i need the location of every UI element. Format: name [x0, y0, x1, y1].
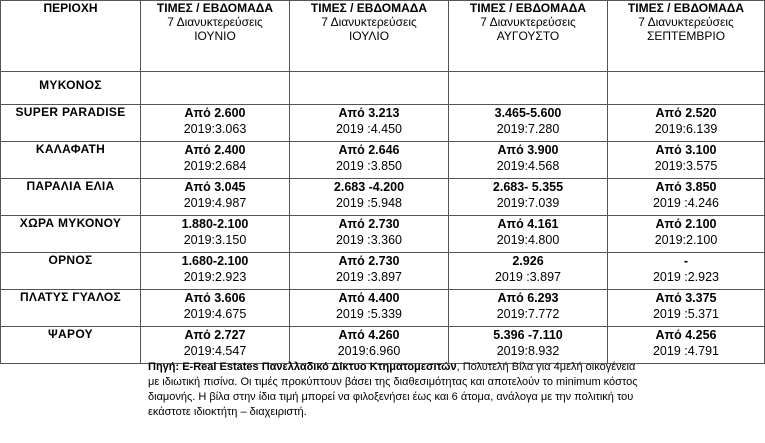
- column-header-month: ΑΥΓΟΥΣΤΟ: [496, 29, 560, 43]
- price-value: Από 3.045: [184, 180, 246, 194]
- region-name: ΠΛΑΤΥΣ ΓΥΑΛΟΣ: [1, 290, 141, 327]
- column-header-line2: 7 Διανυκτερεύσεις: [480, 15, 576, 29]
- prev-year-value: 2019 :3.360: [335, 233, 403, 247]
- table-row: [1, 142, 765, 179]
- group-label: ΜΥΚΟΝΟΣ: [1, 72, 141, 105]
- prev-year-value: 2019:2.684: [183, 159, 247, 173]
- empty-cell: [608, 72, 765, 105]
- price-value: Από 3.375: [655, 291, 717, 305]
- empty-cell: [449, 72, 608, 105]
- price-cell: [608, 142, 765, 179]
- price-value: Από 4.161: [497, 217, 559, 231]
- price-value: Από 2.600: [184, 106, 246, 120]
- region-name: SUPER PARADISE: [1, 105, 141, 142]
- price-value: Από 2.646: [338, 143, 400, 157]
- prev-year-value: 2019:4.568: [496, 159, 560, 173]
- column-header-month: ΙΟΥΝΙΟ: [194, 29, 236, 43]
- price-value: 5.396 -7.110: [493, 328, 563, 342]
- price-cell: [449, 105, 608, 142]
- empty-cell: [141, 72, 290, 105]
- prev-year-value: 2019:8.932: [496, 344, 560, 358]
- price-value: Από 2.400: [184, 143, 246, 157]
- prev-year-value: 2019 :4.246: [652, 196, 720, 210]
- price-cell: [141, 290, 290, 327]
- column-header-line2: 7 Διανυκτερεύσεις: [167, 15, 263, 29]
- price-value: Από 4.400: [338, 291, 400, 305]
- table-row: [1, 179, 765, 216]
- source-label: Πηγή: E-Real Estates Πανελλαδικό Δίκτυο Κτηματομεσιτών: [148, 361, 457, 373]
- price-cell: [290, 290, 449, 327]
- price-cell: [290, 216, 449, 253]
- prev-year-value: 2019 :5.339: [335, 307, 403, 321]
- price-cell: [141, 179, 290, 216]
- column-header-line1: ΤΙΜΕΣ / ΕΒΔΟΜΑΔΑ: [156, 1, 274, 15]
- column-header-july: [290, 1, 449, 72]
- prev-year-value: 2019 :4.791: [652, 344, 720, 358]
- prev-year-value: 2019:3.150: [183, 233, 247, 247]
- price-cell: [141, 216, 290, 253]
- table-row: [1, 253, 765, 290]
- price-value: Από 2.730: [338, 217, 400, 231]
- region-name: ΟΡΝΟΣ: [1, 253, 141, 290]
- prev-year-value: 2019 :3.850: [335, 159, 403, 173]
- price-cell: [290, 327, 449, 364]
- price-value: Από 2.727: [184, 328, 246, 342]
- column-header-month: ΙΟΥΛΙΟ: [348, 29, 390, 43]
- table-row: [1, 290, 765, 327]
- column-header-line1: ΤΙΜΕΣ / ΕΒΔΟΜΑΔΑ: [627, 1, 745, 15]
- price-cell: [290, 105, 449, 142]
- column-header-line1: ΤΙΜΕΣ / ΕΒΔΟΜΑΔΑ: [310, 1, 428, 15]
- price-value: 3.465-5.600: [494, 106, 562, 120]
- price-cell: [141, 105, 290, 142]
- prev-year-value: 2019 :3.897: [335, 270, 403, 284]
- column-header-line1: ΤΙΜΕΣ / ΕΒΔΟΜΑΔΑ: [469, 1, 587, 15]
- prev-year-value: 2019:3.063: [183, 122, 247, 136]
- column-header-september: [608, 1, 765, 72]
- region-column-header: [1, 1, 141, 72]
- prev-year-value: 2019:6.139: [654, 122, 718, 136]
- price-cell: [449, 327, 608, 364]
- price-cell: [141, 327, 290, 364]
- price-value: Από 3.100: [655, 143, 717, 157]
- price-value: 2.926: [512, 254, 544, 268]
- price-cell: [141, 142, 290, 179]
- price-cell: [608, 290, 765, 327]
- region-name: ΠΑΡΑΛΙΑ ΕΛΙΑ: [1, 179, 141, 216]
- table-row: [1, 216, 765, 253]
- prev-year-value: 2019:4.675: [183, 307, 247, 321]
- column-header-august: [449, 1, 608, 72]
- prev-year-value: 2019:4.987: [183, 196, 247, 210]
- price-cell: [449, 253, 608, 290]
- price-cell: [449, 290, 608, 327]
- prev-year-value: 2019:2.923: [183, 270, 247, 284]
- table-row: [1, 105, 765, 142]
- prev-year-value: 2019:7.280: [496, 122, 560, 136]
- table-header-row: [1, 1, 765, 72]
- prev-year-value: 2019:7.772: [496, 307, 560, 321]
- price-value: 2.683- 5.355: [492, 180, 564, 194]
- price-value: Από 4.260: [338, 328, 400, 342]
- prev-year-value: 2019:6.960: [337, 344, 401, 358]
- price-cell: [449, 142, 608, 179]
- region-header-label: ΠΕΡΙΟΧΗ: [43, 1, 98, 15]
- prev-year-value: 2019:2.100: [654, 233, 718, 247]
- price-cell: [608, 327, 765, 364]
- group-row-mykonos: [1, 72, 765, 105]
- prev-year-value: 2019 :5.371: [652, 307, 720, 321]
- column-header-line2: 7 Διανυκτερεύσεις: [638, 15, 734, 29]
- price-cell: [290, 142, 449, 179]
- price-cell: [290, 179, 449, 216]
- price-value: 1.680-2.100: [181, 254, 249, 268]
- region-name: ΧΩΡΑ ΜΥΚΟΝΟΥ: [1, 216, 141, 253]
- region-name: ΚΑΛΑΦΑΤΗ: [1, 142, 141, 179]
- column-header-june: [141, 1, 290, 72]
- region-name: ΨΑΡΟΥ: [1, 327, 141, 364]
- prev-year-value: 2019 :5.948: [335, 196, 403, 210]
- price-cell: [608, 216, 765, 253]
- prev-year-value: 2019 :4.450: [335, 122, 403, 136]
- price-cell: [141, 253, 290, 290]
- prev-year-value: 2019 :3.897: [494, 270, 562, 284]
- price-value: Από 3.850: [655, 180, 717, 194]
- price-cell: [449, 216, 608, 253]
- column-header-month: ΣΕΠΤΕΜΒΡΙΟ: [646, 29, 726, 43]
- prev-year-value: 2019:4.547: [183, 344, 247, 358]
- price-value: Από 6.293: [497, 291, 559, 305]
- price-value: 1.880-2.100: [181, 217, 249, 231]
- price-value: -: [683, 254, 689, 268]
- price-cell: [608, 253, 765, 290]
- prev-year-value: 2019:7.039: [496, 196, 560, 210]
- price-value: Από 3.900: [497, 143, 559, 157]
- price-value: Από 3.213: [338, 106, 400, 120]
- source-note: [148, 360, 648, 420]
- price-value: Από 2.730: [338, 254, 400, 268]
- table-row: [1, 327, 765, 364]
- price-cell: [608, 105, 765, 142]
- price-value: Από 2.100: [655, 217, 717, 231]
- prev-year-value: 2019:4.800: [496, 233, 560, 247]
- price-value: 2.683 -4.200: [333, 180, 405, 194]
- price-value: Από 3.606: [184, 291, 246, 305]
- price-value: Από 4.256: [655, 328, 717, 342]
- empty-cell: [290, 72, 449, 105]
- prev-year-value: 2019 :2.923: [652, 270, 720, 284]
- price-cell: [608, 179, 765, 216]
- prev-year-value: 2019:3.575: [654, 159, 718, 173]
- price-value: Από 2.520: [655, 106, 717, 120]
- price-cell: [449, 179, 608, 216]
- column-header-line2: 7 Διανυκτερεύσεις: [321, 15, 417, 29]
- price-cell: [290, 253, 449, 290]
- source-text: , Πολυτελή Βίλα για 4μελή οικογένεια με ιδιωτική πισίνα. Οι τιμές προκύπτουν βάσει της διαθεσιμότητας και αποτελούν το minimum κόστος διαμονής. Η βίλα στην ίδια τιμή μπορεί να φιλοξενήσει έως και 6 άτομα, ανάλογα με την πολιτική του εκάστοτε ιδιοκτήτη – διαχειριστή.: [148, 361, 638, 418]
